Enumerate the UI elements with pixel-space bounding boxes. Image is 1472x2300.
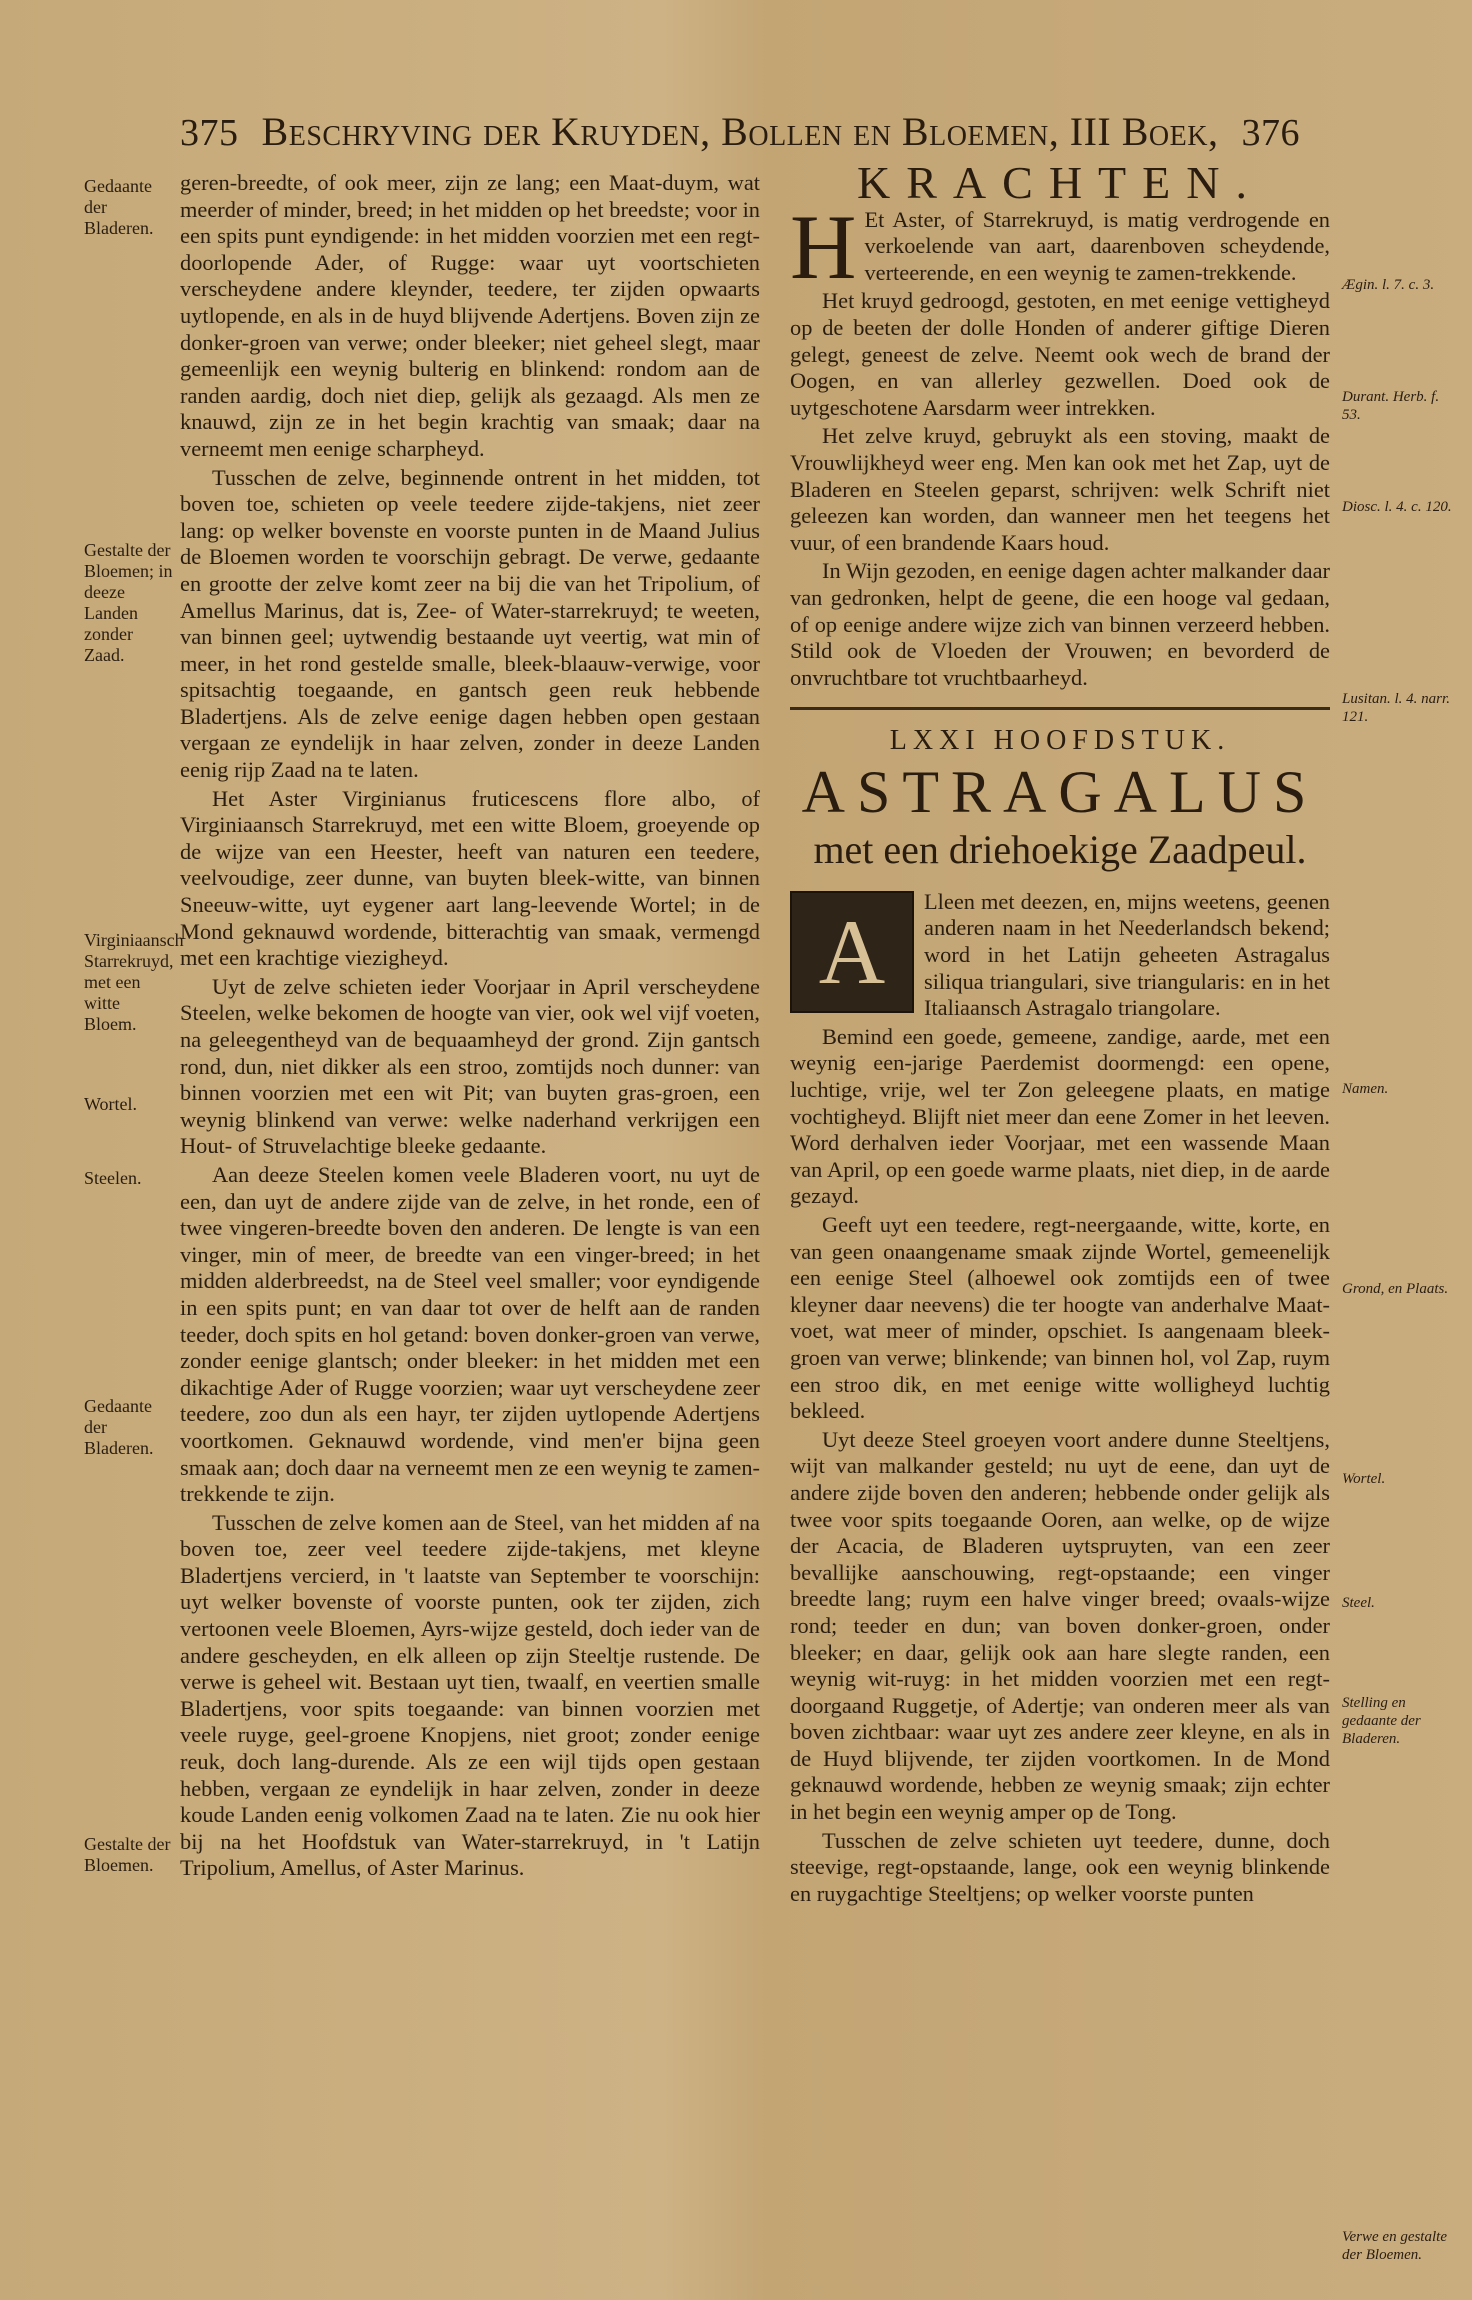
running-title: Beschryving der Kruyden, Bollen en Bloemen, III Boek, xyxy=(261,109,1219,154)
margin-note: Steel. xyxy=(1342,1595,1375,1611)
margin-note: Steelen. xyxy=(84,1168,142,1188)
right-column xyxy=(790,157,1330,1909)
paragraph: Het Aster Virginianus fruticescens flore albo, of Virginiaansch Starrekruyd, met een witte Bloem, groeyende op de wijze van een Heester, heeft van naturen een teedere, veelvoudige, zeer dunne, van buyten bleek-witte, van binnen Sneeuw-witte, uyt eygener aart lang-leevende Wortel; in de Mond geknauwd wordende, bitterachtig van smaak, vermengd met een krachtige viezigheyd. xyxy=(180,785,760,971)
margin-note: Gedaante der Bladeren. xyxy=(84,1396,154,1458)
section-divider xyxy=(790,707,1330,710)
paragraph: Uyt deeze Steel groeyen voort andere dunne Steeltjens, wijt van malkander gesteld; nu uyt de eene, dan uyt de andere zijde boven den anderen; hebbende onder gelijk als twee voor spits toegaande Ooren, aan welke, op de wijze der Acacia, de Bladeren uytspruyten, van een zeer bevallijke aanschouwing, regt-opstaande; een vinger breedte lang; ruym een halve vinger breed; ovaals-wijze rond; teeder en dun; van boven donker-groen, onder bleeker; en daar, gelijk ook aan hare slegte randen, een weynig wit-ruyg: in het midden voorzien met een regt-doorgaand Ruggetje, of Adertje; van onderen meer als van boven zichtbaar: waar uyt zes andere zeer kleyne, en als in de Huyd blijvende, ter zijden voortkomen. In de Mond geknauwd wordende, hebben ze weynig smaak; zijn echter in het begin een weynig amper op de Tong. xyxy=(790,1426,1330,1825)
section-title: KRACHTEN. xyxy=(857,157,1263,208)
margin-note: Durant. Herb. f. 53. xyxy=(1342,389,1440,423)
margin-note: Gestalte der Bloemen. xyxy=(84,1834,171,1875)
paragraph: Uyt de zelve schieten ieder Voorjaar in April verscheydene Steelen, welke bekomen de hoogte van vier, ook wel vijf voeten, na geleegentheyd van de bequaamheyd der grond. Zijn gantsch rond, dun, niet dikker als een stroo, zomtijds noch dunner: van binnen voorzien met een wit Pit; van buyten gras-groen, een weynig blinkend van verwe: welke naderhand verkrijgen een Hout- of Struvelachtige bleeke gedaante. xyxy=(180,973,760,1159)
margin-note: Stelling en gedaante der Bladeren. xyxy=(1342,1695,1421,1747)
chapter-number: LXXI HOOFDSTUK. xyxy=(889,725,1231,757)
paragraph: Geeft uyt een teedere, regt-neergaande, witte, korte, en van geen onaangename smaak zijnde Wortel, gemeenelijk een eenige Steel (alhoewel ook zomtijds een of twee kleyner daar neevens) die ter hoogte van anderhalve Maat-voet, wat meer of minder, opschiet. Is aangenaam bleek-groen van verwe; blinkende; van binnen hol, vol Zap, ruym een stroo dik, en met eenige witte wolligheyd luchtig bekleed. xyxy=(790,1212,1330,1424)
drop-cap: H xyxy=(790,195,857,298)
woodcut-letter: A xyxy=(818,900,886,1003)
running-header xyxy=(180,108,1300,155)
right-page-number: 376 xyxy=(1241,112,1300,154)
chapter-subtitle: met een driehoekige Zaadpeul. xyxy=(813,826,1307,872)
margin-note: Wortel. xyxy=(84,1094,138,1114)
paragraph: Het zelve kruyd, gebruykt als een stoving, maakt de Vrouwlijkheyd weer eng. Men kan ook met het Zap, uyt de Bladeren en Steelen geparst, schrijven: welk Schrift niet geleezen kan worden, dan wanneer men het teegens het vuur, of een brandende Kaars houd. xyxy=(790,423,1330,555)
paragraph: Tusschen de zelve schieten uyt teedere, dunne, doch steevige, regt-opstaande, lange, ook een weynig blinkende en ruygachtige Steeltjens; op welker voorste punten xyxy=(790,1827,1330,1906)
margin-note: Grond, en Plaats. xyxy=(1342,1281,1449,1297)
woodcut-initial xyxy=(790,891,914,1013)
paragraph: Aan deeze Steelen komen veele Bladeren voort, nu uyt de een, dan uyt de andere zijde van de zelve, in het ronde, een of twee vingeren-breedte boven den anderen. De lengte is van een vinger, min of meer, de breedte van een vinger-breed; in het midden alderbreedst, na de Steel veel smaller; voor eyndigende in een spits punt; en van daar tot over de helft aan de randen teeder, doch spits en hol getand: boven donker-groen van verwe, zonder eenige glantsch; onder bleeker: in het midden met een dikachtige Ader of Rugge voorzien; waar uyt verscheydene zeer teedere, zoo dun als een hayr, ter zijden uytlopende Adertjens voortkomen. Geknauwd wordende, vind men'er bijna geen smaak aan; doch daar na verneemt men ze een weynig te zamen-trekkende te zijn. xyxy=(180,1161,761,1507)
paragraph: In Wijn gezoden, en eenige dagen achter malkander daar van gedronken, helpt de geene, die een hooge val gedaan, of op eenige andere wijze zich van binnen verzeerd hebben. Stild ook de Vloeden der Vrouwen; en bevorderd de onvruchtbare tot vruchtbaarheyd. xyxy=(790,558,1330,690)
margin-note: Gedaante der Bladeren. xyxy=(84,176,154,238)
margin-note: Wortel. xyxy=(1342,1471,1386,1487)
chapter-title: ASTRAGALUS xyxy=(801,758,1319,825)
margin-note: Diosc. l. 4. c. 120. xyxy=(1342,499,1452,515)
margin-note: Ægin. l. 7. c. 3. xyxy=(1342,277,1435,293)
paragraph: Bemind een goede, gemeene, zandige, aarde, met een weynig een-jarige Paerdemist doormengd: een opene, luchtige, vrije, wel ter Zon geleegene plaats, en matige vochtigheyd. Blijft niet meer dan eene Zomer in het leeven. Word derhalven ieder Voorjaar, met een wassende Maan van April, op een goede warme plaats, niet diep, in de aarde gezayd. xyxy=(790,1023,1330,1209)
margin-note: Virginiaansch Starrekruyd, met een witte Bloem. xyxy=(84,930,184,1034)
margin-note: Lusitan. l. 4. narr. 121. xyxy=(1342,691,1450,725)
paragraph: Et Aster, of Starrekruyd, is matig verdrogende en verkoelende van aart, daarenboven scheydende, verteerende, en een weynig te zamen-trekkende. xyxy=(864,206,1330,285)
paragraph: Tusschen de zelve komen aan de Steel, van het midden af na boven toe, zeer veel teedere zijde-takjens, met kleyne Bladertjens vercierd, in 't laatste van September te voorschijn: uyt welker bovenste of voorste punten, ook ter zijden, zich vertoonen veele Bloemen, Ayrs-wijze gesteld, doch ieder van de andere gescheyden, en elk alleen op zijn Steeltje rustende. De verwe is geheel wit. Bestaan uyt tien, twaalf, en veertien smalle Bladertjens, voor spits toegaande: van binnen voorzien met veele ruyge, geel-groene Knopjens, niet groot; zonder eenige reuk, doch lang-durende. Als ze een wijl tijds open gestaan hebben, vergaan ze eyndelijk in haar zelven, zonder in deeze koude Landen eenig volkomen Zaad na te laten. Zie nu ook hier bij na het Hoofdstuk van Water-starrekruyd, in 't Latijn Tripolium, Amellus, of Aster Marinus. xyxy=(180,1509,760,1881)
left-column xyxy=(180,170,760,1884)
margin-note: Namen. xyxy=(1342,1081,1389,1097)
paragraph: Het kruyd gedroogd, gestoten, en met eenige vettigheyd op de beeten der dolle Honden of anderer giftige Dieren gelegt, geneest de zelve. Neemt ook wech de brand der Oogen, en van allerley gezwellen. Doed ook de uytgeschotene Aarsdarm weer intrekken. xyxy=(790,288,1330,420)
paragraph: geren-breedte, of ook meer, zijn ze lang; een Maat-duym, wat meerder of minder, breed; in het midden op het breedste; voor in een spits punt eyndigende: in het midden voorzien met een regt-doorlopende Ader, of Rugge: waar uyt voortschieten verscheydene andere kleynder, teedere, ter zijden opwaarts uytlopende, en als in de huyd blijvende Adertjens. Boven zijn ze donker-groen van verwe; onder bleeker; niet geheel slegt, maar gemeenlijk een weynig bulterig en blinkend: rondom aan de randen aardig, doch niet diep, gelijk als gezaagd. Als men ze knauwd, zijn ze in het begin krachtig van smaak; daar na verneemt men eenige scharpheyd. xyxy=(180,170,760,461)
left-page-number: 375 xyxy=(180,112,239,154)
paragraph: Tusschen de zelve, beginnende ontrent in het midden, tot boven toe, schieten op veele teedere zijde-takjens, niet zeer lang: op welker bovenste en voorste punten in de Maand Julius de Bloemen worden te voorschijn gebragt. De verwe, gedaante en grootte der zelve komt zeer na bij die van het Tripolium, of Amellus Marinus, dat is, Zee- of Water-starrekruyd; te weeten, van binnen geel; uytwendig bestaande uyt veertig, wat min of meer, in het rond gestelde smalle, bleek-blaauw-verwige, voor spitsachtig toegaande, en gantsch geen reuk hebbende Bladertjens. Als de zelve eenige dagen hebben open gestaan vergaan ze eyndelijk in haar zelven, zonder in deeze Landen eenig rijp Zaad na te laten. xyxy=(180,464,760,783)
margin-note: Verwe en gestalte der Bloemen. xyxy=(1342,2229,1447,2263)
margin-note: Gestalte der Bloemen; in deeze Landen zonder Zaad. xyxy=(84,540,173,665)
paragraph: Lleen met deezen, en, mijns weetens, geenen anderen naam in het Neederlandsch bekend; word in het Latijn geheeten Astragalus siliqua triangulari, sive triangularis: en in het Italiaansch Astragalo triangolare. xyxy=(924,888,1330,1021)
